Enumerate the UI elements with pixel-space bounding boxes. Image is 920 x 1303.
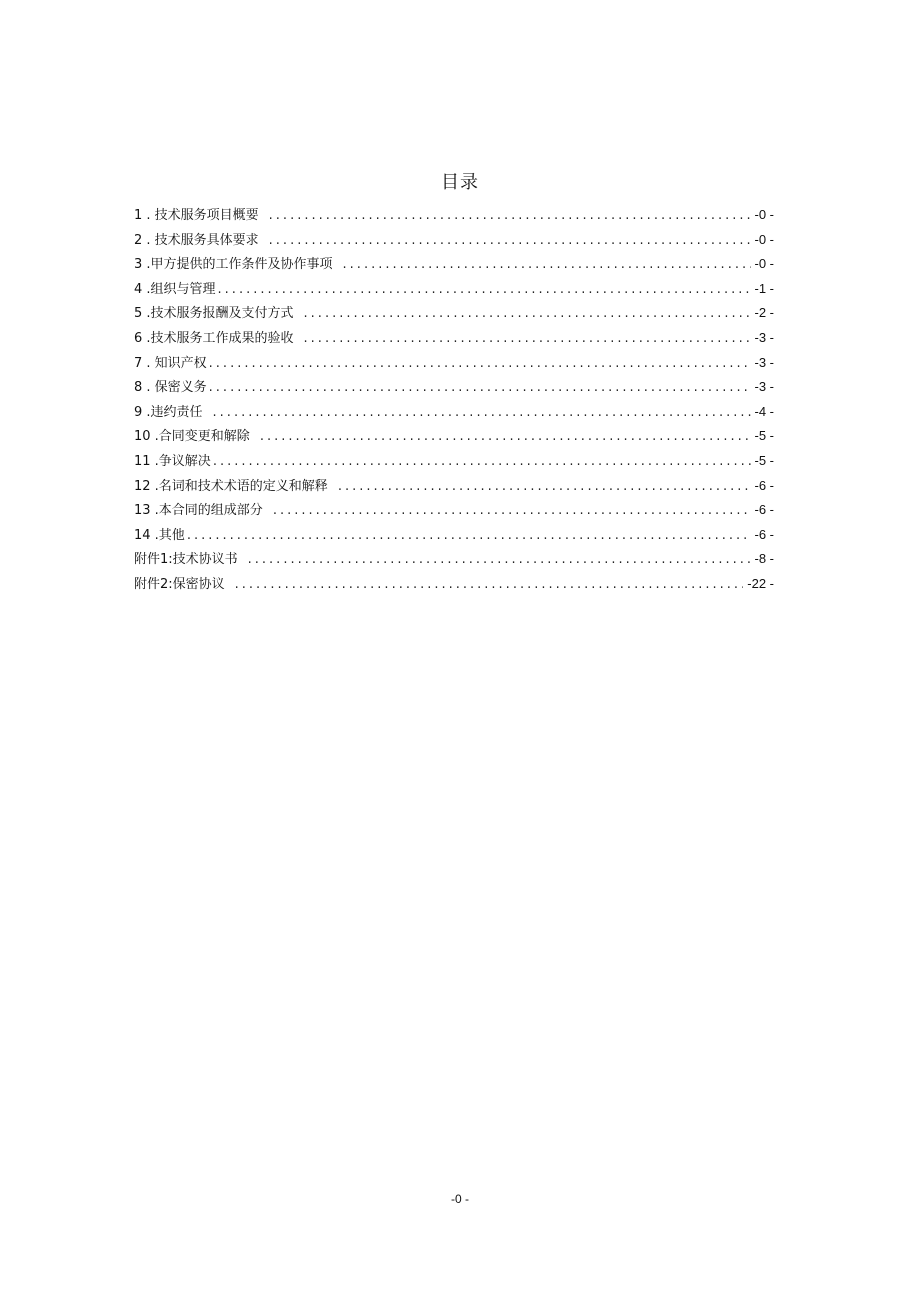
toc-entry-label: 13 .本合同的组成部分 [134,503,263,519]
toc-entry[interactable] [134,375,774,400]
dot-leader [338,475,751,500]
toc-entry[interactable] [134,523,774,548]
toc-entry-label: 附件1:技术协议书 [134,552,238,568]
toc-entry[interactable] [134,572,774,597]
toc-entry[interactable] [134,424,774,449]
toc-entry[interactable] [134,277,774,302]
toc-entry-label: 2 . 技术服务具体要求 [134,232,259,248]
toc-entry[interactable] [134,326,774,351]
toc-entry-label: 14 .其他 [134,527,185,543]
toc-entry[interactable] [134,301,774,326]
dot-leader [343,253,751,278]
toc-entry-page: -2 - [754,305,774,321]
toc-entry-page: -3 - [754,379,774,395]
toc-entry-page: -6 - [754,502,774,518]
toc-entry-page: -0 - [754,231,774,247]
dot-leader [248,548,751,573]
toc-entry-label: 5 .技术服务报酬及支付方式 [134,306,294,322]
toc-entry-label: 11 .争议解决 [134,453,211,469]
table-of-contents [134,203,774,597]
dot-leader [260,425,751,450]
dot-leader [209,376,751,401]
toc-entry-page: -3 - [754,354,774,370]
dot-leader [269,204,751,229]
toc-title: 目录 [441,172,479,193]
toc-entry-label: 6 .技术服务工作成果的验收 [134,330,294,346]
toc-entry-label: 10 .合同变更和解除 [134,429,250,445]
toc-entry-page: -8 - [754,551,774,567]
dot-leader [218,278,751,303]
dot-leader [213,450,751,475]
dot-leader [187,524,751,549]
toc-entry[interactable] [134,351,774,376]
toc-entry-label: 7 . 知识产权 [134,355,207,371]
toc-entry-label: 附件2:保密协议 [134,576,225,592]
dot-leader [213,401,751,426]
toc-entry-label: 12 .名词和技术术语的定义和解释 [134,478,328,494]
toc-entry-label: 8 . 保密义务 [134,380,207,396]
dot-leader [273,499,751,524]
toc-entry[interactable] [134,228,774,253]
dot-leader [304,327,751,352]
toc-entry-page: -4 - [754,403,774,419]
toc-entry-page: -1 - [754,280,774,296]
toc-entry-label: 4 .组织与管理 [134,281,216,297]
toc-entry-page: -5 - [754,452,774,468]
toc-entry-page: -5 - [754,428,774,444]
dot-leader [209,352,751,377]
toc-entry[interactable] [134,400,774,425]
toc-entry-page: -0 - [754,207,774,222]
toc-entry[interactable] [134,474,774,499]
toc-entry-page: -3 - [754,329,774,345]
toc-entry-label: 9 .违约责任 [134,404,203,420]
toc-entry-page: -6 - [754,477,774,493]
dot-leader [269,229,751,254]
toc-entry-page: -6 - [754,526,774,542]
toc-entry-label: 1 . 技术服务项目概要 [134,208,259,223]
toc-entry[interactable] [134,498,774,523]
dot-leader [235,573,744,598]
toc-entry-label: 3 .甲方提供的工作条件及协作事项 [134,257,333,273]
toc-entry[interactable] [134,203,774,228]
dot-leader [304,302,751,327]
toc-entry-page: -0 - [754,256,774,272]
toc-entry[interactable] [134,547,774,572]
toc-entry[interactable] [134,449,774,474]
page-number: -0 - [451,1192,469,1206]
toc-entry[interactable] [134,252,774,277]
toc-entry-page: -22 - [747,575,774,591]
